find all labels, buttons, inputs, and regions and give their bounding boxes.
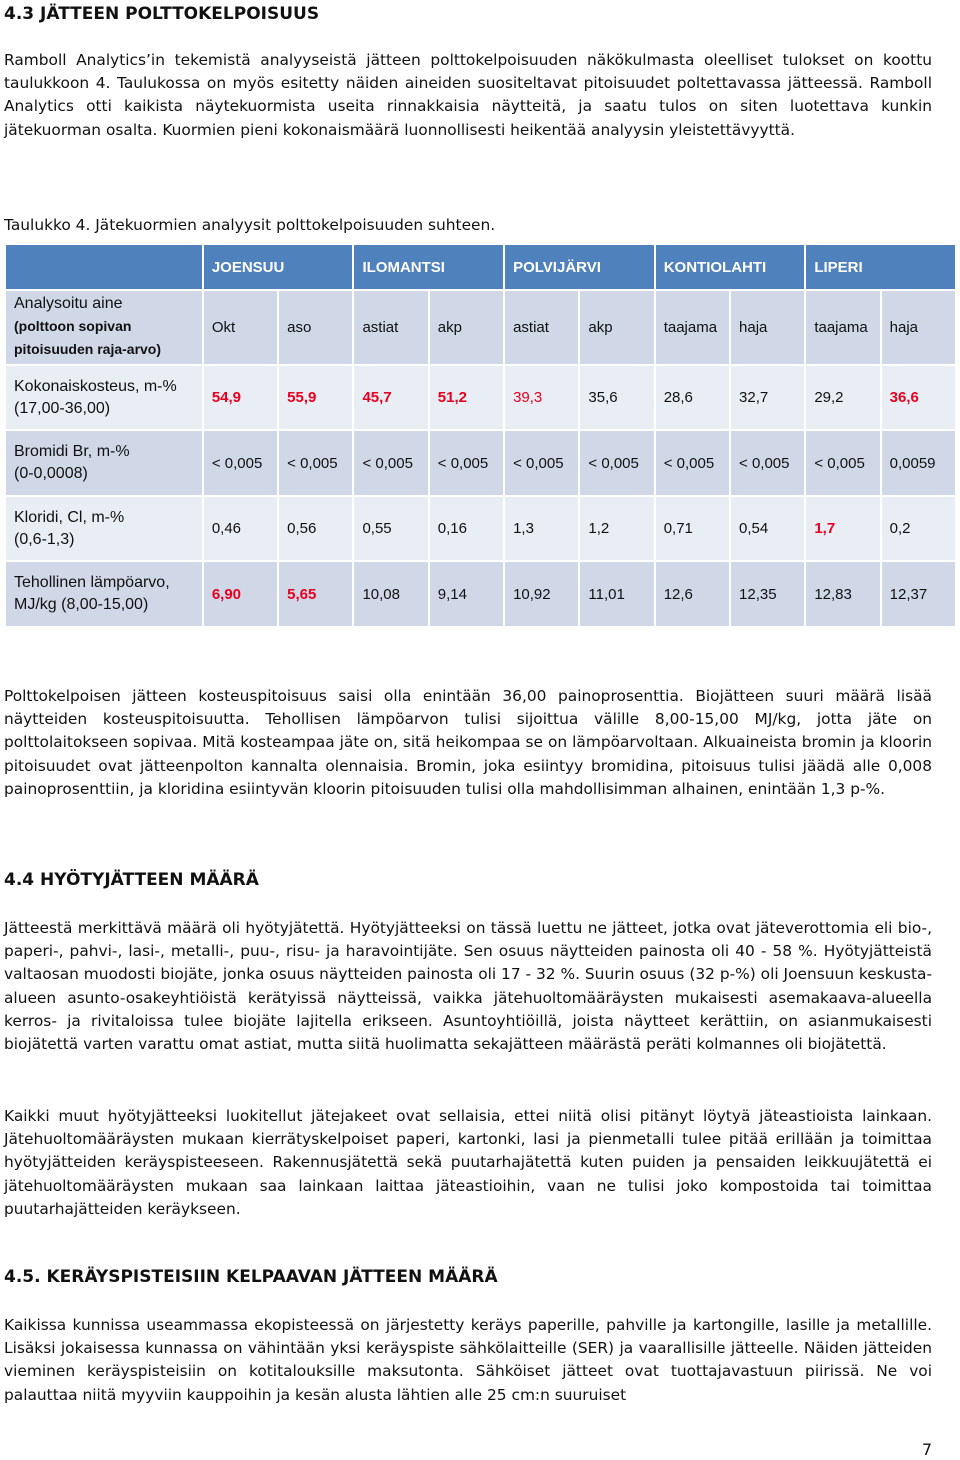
- label-header-sub: (polttoon sopivan pitoisuuden raja-arvo): [14, 318, 162, 358]
- value-cell: 12,37: [882, 562, 955, 626]
- row-label: Tehollinen lämpöarvo,: [14, 574, 170, 592]
- table-row: [6, 562, 955, 626]
- value-cell: 0,46: [204, 497, 277, 561]
- municipality-header: POLVIJÄRVI: [505, 245, 654, 289]
- municipality-header: KONTIOLAHTI: [656, 245, 805, 289]
- value-cell: < 0,005: [656, 431, 729, 495]
- row-limit: MJ/kg (8,00-15,00): [14, 596, 149, 614]
- value-cell: 12,35: [731, 562, 804, 626]
- value-cell: < 0,005: [731, 431, 804, 495]
- paragraph-4-4-first: Jätteestä merkittävä määrä oli hyötyjätettä. Hyötyjätteeksi on tässä luettu ne jätteet, jotka ovat jäteverottomia eli bio-, paperi-, pahvi-, lasi-, metalli-, puu-, risu- ja haravointijäte. Sen osuus näytteiden painosta oli 40 - 58 %. Hyötyjätteistä valtaosan muodosti biojäte, jonka osuus näytteiden painosta oli 17 - 32 %. Suurin osuus (32 p-%) oli Joensuun keskusta-alueen asunto-osakeyhtiöistä kerätyissä näytteissä, vaikka jätehuoltomääräysten mukaisesti asemakaava-alueella kerros- ja rivitaloissa tulee biojäte lajitella erikseen. Asuntoyhtiöillä, joista näytteet kerättiin, on asianmukaisesti biojätettä varten varattu omat astiat, mutta siitä huolimatta sekajätteen määrästä peräti kolmannes oli biojätettä.: [4, 919, 932, 1054]
- table-row: [6, 366, 955, 430]
- value-cell: 35,6: [580, 366, 653, 430]
- subhead-cell: aso: [279, 291, 352, 364]
- municipality-header: ILOMANTSI: [354, 245, 503, 289]
- paragraph-4-4-second: Kaikki muut hyötyjätteeksi luokitellut jätejakeet ovat sellaisia, ettei niitä olisi pitänyt löytyä jäteastioista lainkaan. Jätehuoltomääräysten mukaan kierrätyskelpoiset paperi, kartonki, lasi ja pienmetalli tulee pitää erillään ja toimittaa hyötyjätteiden keräyspisteeseen. Rakennusjätettä sekä puutarhajätettä kuten puiden ja pensaiden leikkuujätettä ei jätehuoltomääräysten mukaan saa lainkaan laittaa jäteastioihin, vaan ne tulisi joko kompostoida tai toimittaa puutarhajätteiden keräykseen.: [4, 1107, 932, 1218]
- value-cell: < 0,005: [354, 431, 427, 495]
- value-cell: 0,71: [656, 497, 729, 561]
- row-limit: (0,6-1,3): [14, 530, 75, 548]
- value-cell: 29,2: [806, 366, 879, 430]
- section-heading-4-3: 4.3 JÄTTEEN POLTTOKELPOISUUS: [4, 4, 320, 24]
- value-cell: 28,6: [656, 366, 729, 430]
- value-cell: 39,3: [505, 366, 578, 430]
- table-caption: Taulukko 4. Jätekuormien analyysit polttokelpoisuuden suhteen.: [4, 216, 496, 234]
- subhead-cell: Okt: [204, 291, 277, 364]
- municipality-header: JOENSUU: [204, 245, 353, 289]
- value-cell: 32,7: [731, 366, 804, 430]
- value-cell: 54,9: [204, 366, 277, 430]
- page-number: 7: [921, 1440, 932, 1459]
- paragraph-4-5: Kaikissa kunnissa useammassa ekopisteessä on järjestetty keräys paperille, pahville ja kartongille, lasille ja metallille. Lisäksi jokaisessa kunnassa on vähintään yksi keräyspiste sähkölaitteille (SER) ja vaarallisille jätteelle. Näiden jätteiden vieminen keräyspisteisiin on kotitalouksille maksutonta. Sähköiset jätteet ovat tuottajavastuun piirissä. Ne voi palauttaa niitä myyviin kauppoihin ja kesän alusta lähtien alle 25 cm:n suuruiset: [4, 1316, 932, 1404]
- municipality-header-row: [6, 245, 955, 289]
- row-limit: (17,00-36,00): [14, 399, 111, 417]
- row-label-cell: [6, 366, 202, 430]
- label-header: Analysoitu aine: [14, 295, 123, 313]
- value-cell: 1,2: [580, 497, 653, 561]
- label-header-cell: [6, 291, 202, 364]
- analysis-table: [4, 243, 957, 628]
- subhead-cell: haja: [882, 291, 955, 364]
- value-cell: 1,7: [806, 497, 879, 561]
- subhead-row: [6, 291, 955, 364]
- value-cell: 0,56: [279, 497, 352, 561]
- value-cell: 0,2: [882, 497, 955, 561]
- value-cell: 51,2: [430, 366, 503, 430]
- value-cell: 5,65: [279, 562, 352, 626]
- intro-paragraph: Ramboll Analytics’in tekemistä analyyseistä jätteen polttokelpoisuuden näkökulmasta oleelliset tulokset on koottu taulukkoon 4. Taulukossa on myös esitetty näiden aineiden suositeltavat pitoisuudet poltettavassa jätteessä. Ramboll Analytics otti kaikista näytekuormista useita rinnakkaisia näytteitä, ja saatu tulos on siten luotettava kunkin jätekuorman osalta. Kuormien pieni kokonaismäärä luonnollisesti heikentää analyysin yleistettävyyttä.: [4, 51, 932, 139]
- subhead-cell: astiat: [505, 291, 578, 364]
- value-cell: < 0,005: [580, 431, 653, 495]
- value-cell: 0,16: [430, 497, 503, 561]
- value-cell: 36,6: [882, 366, 955, 430]
- row-label-cell: [6, 497, 202, 561]
- value-cell: 55,9: [279, 366, 352, 430]
- subhead-cell: astiat: [354, 291, 427, 364]
- row-label: Kloridi, Cl, m-%: [14, 508, 125, 526]
- header-blank-cell: [6, 245, 202, 289]
- subhead-cell: haja: [731, 291, 804, 364]
- municipality-header: LIPERI: [806, 245, 955, 289]
- subhead-cell: taajama: [656, 291, 729, 364]
- value-cell: 1,3: [505, 497, 578, 561]
- row-label-cell: [6, 562, 202, 626]
- value-cell: 12,6: [656, 562, 729, 626]
- paragraph-after-table: Polttokelpoisen jätteen kosteuspitoisuus saisi olla enintään 36,00 painoprosenttia. Biojätteen suuri määrä lisää näytteiden kosteuspitoisuutta. Tehollisen lämpöarvon tulisi sijoittua välille 8,00-15,00 MJ/kg, jotta jäte on polttolaitokseen sopivaa. Mitä kosteampaa jäte on, sitä heikompaa se on lämpöarvoltaan. Alkuaineista bromin ja kloorin pitoisuudet ovat jätteenpolton kannalta olennaisia. Bromin, joka esiintyy bromidina, pitoisuus tulisi jäädä alle 0,008 painoprosenttiin, ja kloridina esiintyvän kloorin pitoisuuden tulisi olla mahdollisimman alhainen, enintään 1,3 p-%.: [4, 687, 932, 798]
- table-row: [6, 431, 955, 495]
- subhead-cell: akp: [580, 291, 653, 364]
- value-cell: 10,92: [505, 562, 578, 626]
- row-limit: (0-0,0008): [14, 465, 88, 483]
- row-label-cell: [6, 431, 202, 495]
- value-cell: 0,0059: [882, 431, 955, 495]
- value-cell: 6,90: [204, 562, 277, 626]
- value-cell: < 0,005: [806, 431, 879, 495]
- row-label: Bromidi Br, m-%: [14, 443, 130, 461]
- section-heading-4-4: 4.4 HYÖTYJÄTTEEN MÄÄRÄ: [4, 870, 259, 890]
- value-cell: 0,55: [354, 497, 427, 561]
- value-cell: < 0,005: [204, 431, 277, 495]
- value-cell: 9,14: [430, 562, 503, 626]
- value-cell: < 0,005: [505, 431, 578, 495]
- value-cell: 11,01: [580, 562, 653, 626]
- value-cell: 0,54: [731, 497, 804, 561]
- table-row: [6, 497, 955, 561]
- value-cell: 45,7: [354, 366, 427, 430]
- subhead-cell: akp: [430, 291, 503, 364]
- value-cell: < 0,005: [279, 431, 352, 495]
- section-heading-4-5: 4.5. KERÄYSPISTEISIIN KELPAAVAN JÄTTEEN MÄÄRÄ: [4, 1267, 498, 1287]
- value-cell: 10,08: [354, 562, 427, 626]
- value-cell: 12,83: [806, 562, 879, 626]
- subhead-cell: taajama: [806, 291, 879, 364]
- row-label: Kokonaiskosteus, m-%: [14, 377, 177, 395]
- value-cell: < 0,005: [430, 431, 503, 495]
